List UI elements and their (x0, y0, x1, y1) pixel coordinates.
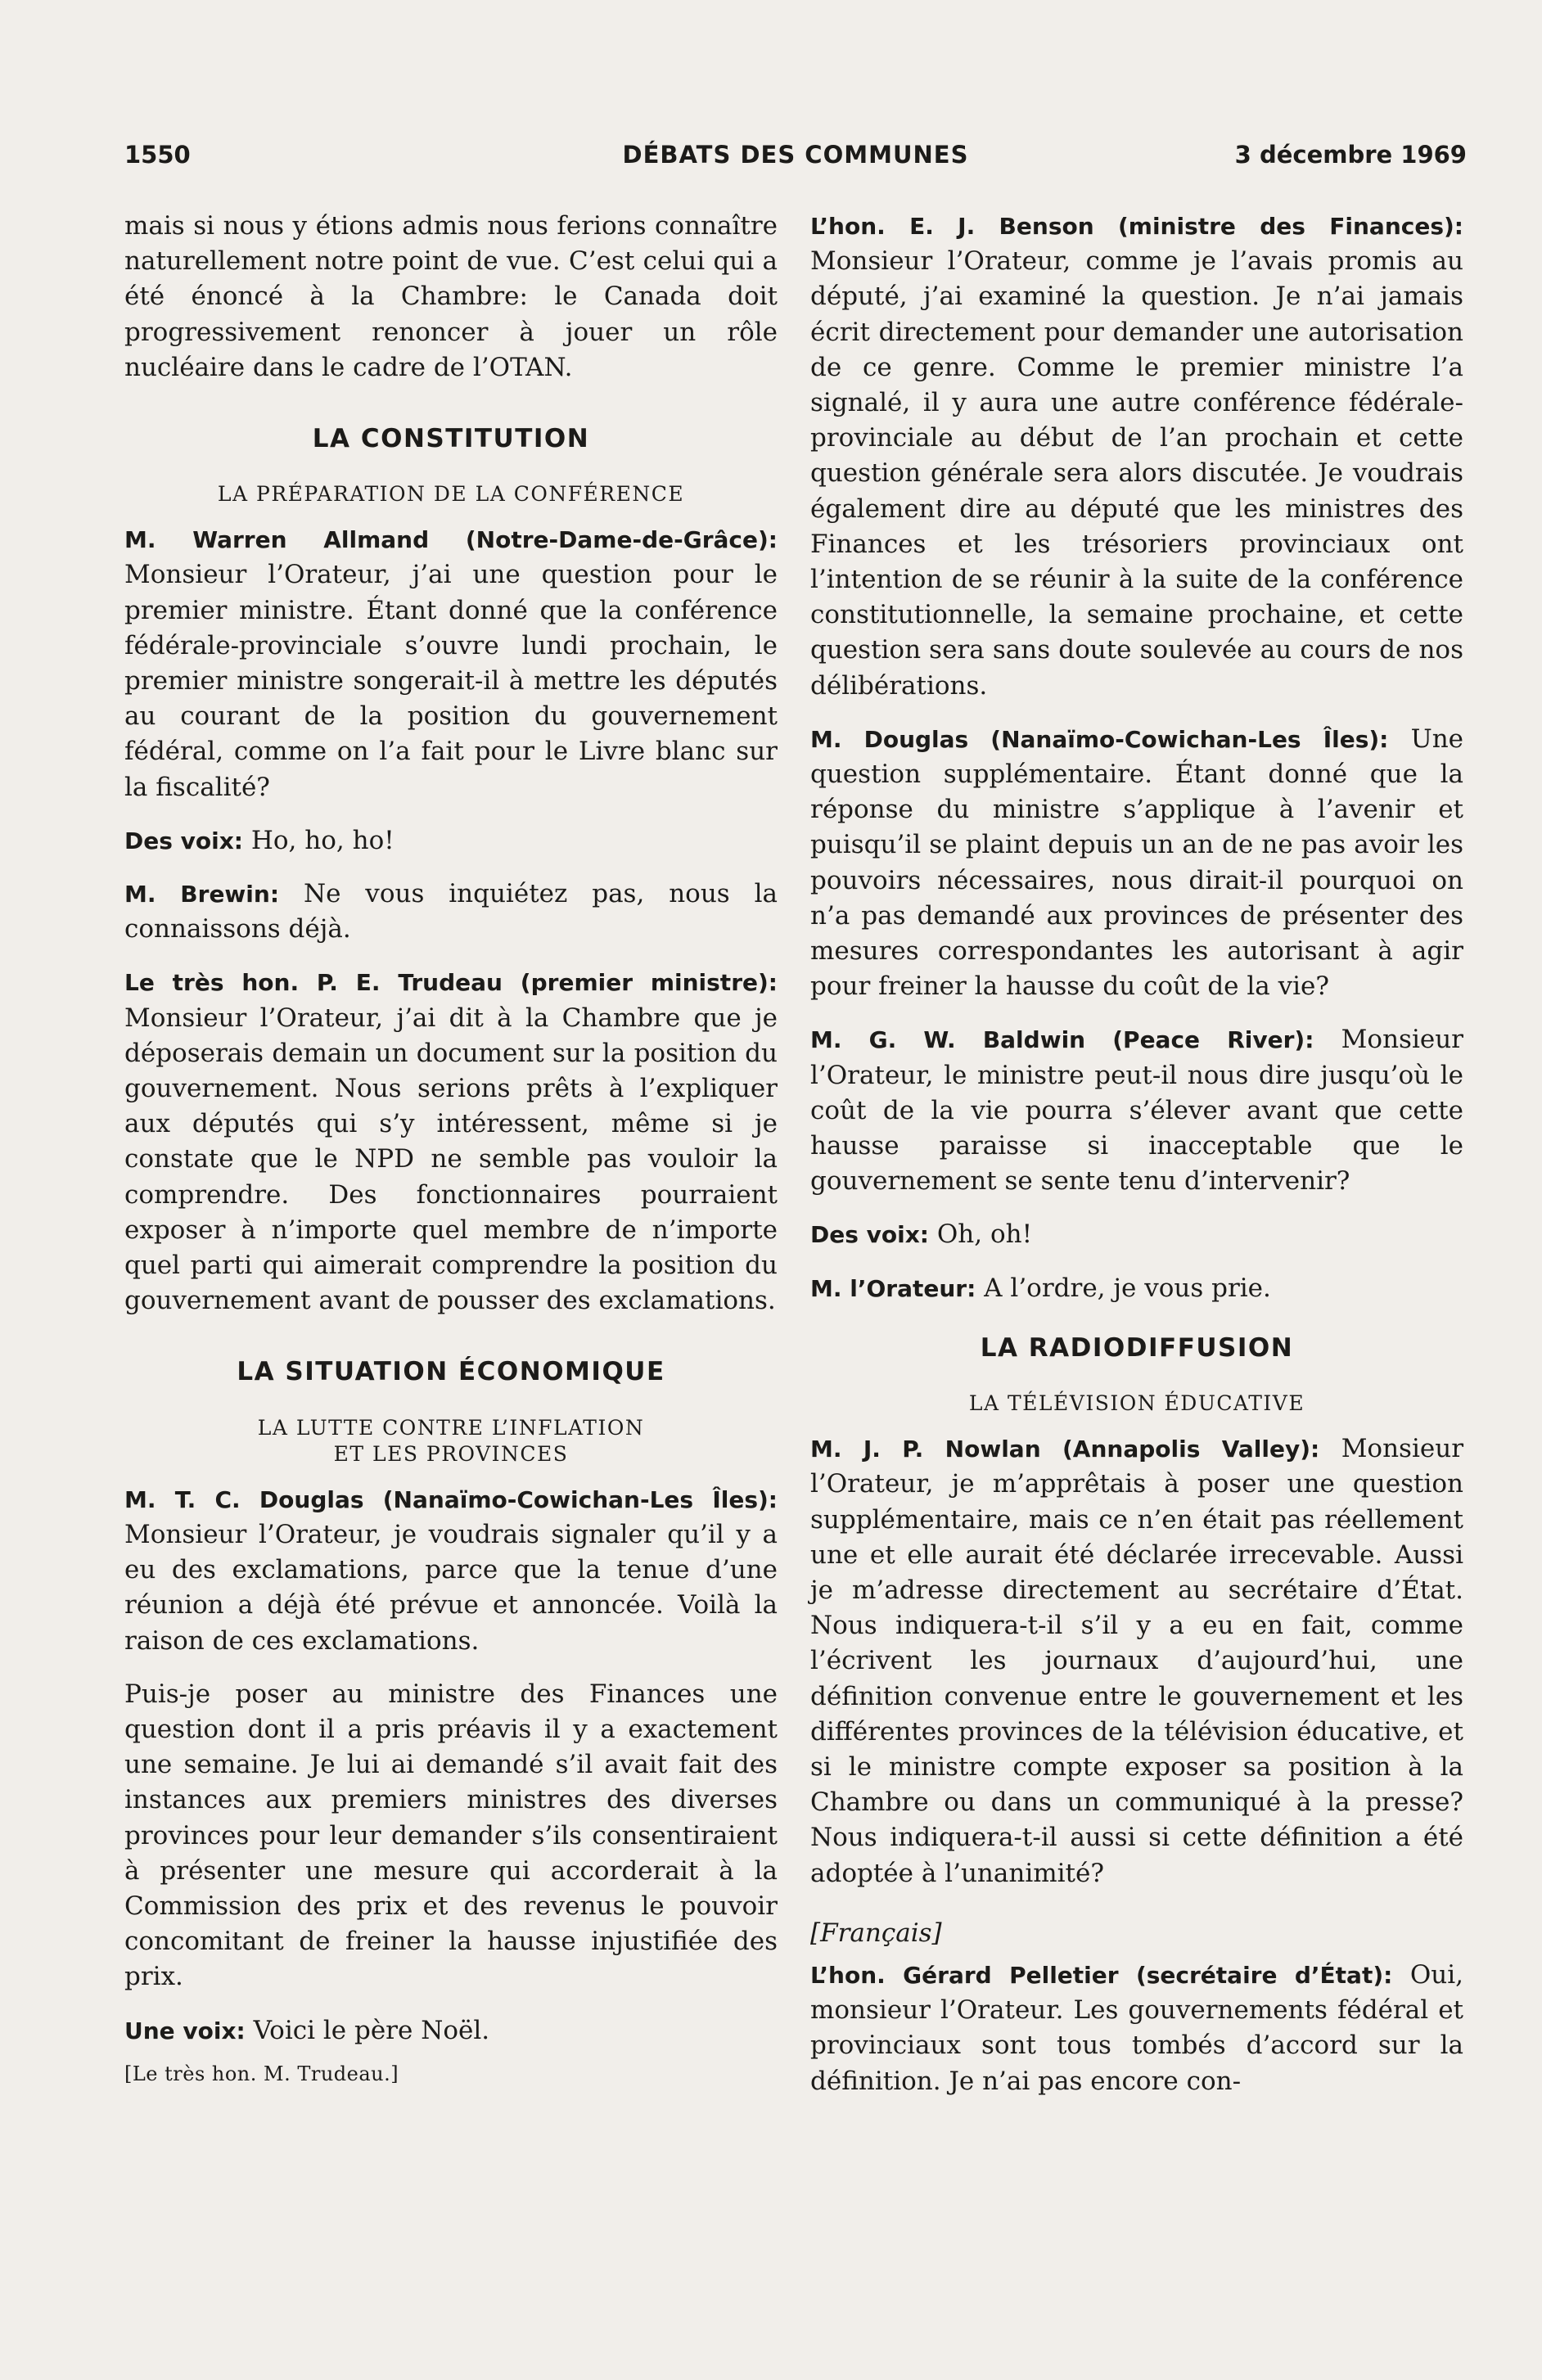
section-heading: LA CONSTITUTION (312, 424, 590, 454)
speaker-name: L’hon. E. J. Benson (ministre des Finances): (810, 213, 1463, 240)
speech (810, 1958, 1463, 2099)
speaker-name: M. l’Orateur: (810, 1274, 976, 1302)
speech (810, 1022, 1463, 1199)
speaker-name: M. Warren Allmand (Notre-Dame-de-Grâce): (124, 526, 778, 554)
publication-title: DÉBATS DES COMMUNES (622, 141, 969, 169)
speaker-name: M. Brewin: (124, 881, 280, 908)
subsection-heading: LA TÉLÉVISION ÉDUCATIVE (968, 1391, 1305, 1416)
speech-text: Une question supplémentaire. Étant donné que la réponse du ministre s’applique à l’avenir et puisqu’il se plaint depuis un an de ne pas avoir les pouvoirs nécessaires, nous dirait-il pourquoi on n’a pas demandé aux provinces de présenter des mesures correspondantes les autorisant à agir pour freiner la hausse du coût de la vie? (810, 723, 1463, 1002)
speech (810, 1431, 1463, 1891)
speech-text: Voici le père Noël. (253, 2015, 490, 2045)
speech (810, 1271, 1463, 1306)
speech (810, 722, 1463, 1005)
left-column (124, 209, 778, 2092)
speech-text: Monsieur l’Orateur, le ministre peut-il nous dire jusqu’où le coût de la vie pourra s’élever avant que cette hausse paraisse si inacceptable que le gouvernement se sente tenu d’intervenir? (810, 1025, 1463, 1197)
speaker-name: M. J. P. Nowlan (Annapolis Valley): (810, 1436, 1320, 1463)
speech-text: Monsieur l’Orateur, comme je l’avais promis au député, j’ai examiné la question. Je n’ai jamais écrit directement pour demander une autorisation de ce genre. Comme le premier ministre l’a signalé, il y aura une autre conférence fédérale-provinciale au début de l’an prochain et cette question générale sera alors discutée. Je voudrais également dire au député que les ministres des Finances et les trésoriers provinciaux ont l’intention de se réunir à la suite de la conférence constitutionnelle, la semaine prochaine, et cette question sera sans doute soulevée au cours de nos délibérations. (810, 246, 1463, 701)
speech-text: Monsieur l’Orateur, je m’apprêtais à poser une question supplémentaire, mais ce n’en était pas réellement une et elle aurait été déclarée irrecevable. Aussi je m’adresse directement au secrétaire d’État. Nous indiquera-t-il s’il y a eu en fait, comme l’écrivent les journaux d’aujourd’hui, une définition convenue entre le gouvernement et les différentes provinces de la télévision éducative, et si le ministre compte exposer sa position à la Chambre ou dans un communiqué à la presse? Nous indiquera-t-il aussi si cette définition a été adoptée à l’unanimité? (810, 1434, 1464, 1888)
language-marker: [Français] (810, 1918, 942, 1948)
speaker-name: Une voix: (124, 2017, 246, 2044)
subsection-heading: LA PRÉPARATION DE LA CONFÉRENCE (217, 482, 685, 507)
speech-text: Monsieur l’Orateur, j’ai dit à la Chambre que je déposerais demain un document sur la position du gouvernement. Nous serions prêts à l’expliquer aux députés qui s’y intéressent, même si je constate que le NPD ne semble pas vouloir la comprendre. Des fonctionnaires pourraient exposer à n’importe quel membre de n’importe quel parti qui aimerait comprendre la position du gouvernement avant de pousser des exclamations. (124, 1003, 778, 1316)
speech-text: Oh, oh! (936, 1219, 1033, 1250)
speech-text: Oui, monsieur l’Orateur. Les gouvernements fédéral et provinciaux sont tous tombés d’accord sur la définition. Je n’ai pas encore con- (810, 1959, 1463, 2096)
speaker-name: M. T. C. Douglas (Nanaïmo-Cowichan-Les Îles): (124, 1485, 778, 1513)
speaker-name: Le très hon. P. E. Trudeau (premier ministre): (124, 969, 778, 997)
publication-date: 3 décembre 1969 (1234, 141, 1467, 169)
speech (124, 2013, 778, 2049)
speech-text: A l’ordre, je vous prie. (984, 1273, 1271, 1303)
subsection-heading: LA LUTTE CONTRE L’INFLATION ET LES PROVINCES (257, 1415, 645, 1466)
speech-text: Ho, ho, ho! (250, 825, 395, 855)
paragraph: mais si nous y étions admis nous ferions connaître naturellement notre point de vue. C’est celui qui a été énoncé à la Chambre: le Canada doit progressivement renoncer à jouer un rôle nucléaire dans le cadre de l’OTAN. (124, 211, 778, 382)
speaker-name: Des voix: (124, 827, 243, 854)
speech (124, 877, 778, 947)
page-number: 1550 (124, 141, 191, 169)
section-heading: LA RADIODIFFUSION (980, 1332, 1294, 1363)
speech (810, 209, 1463, 704)
paragraph: Puis-je poser au ministre des Finances une question dont il a pris préavis il y a exactement une semaine. Je lui ai demandé s’il avait fait des instances aux premiers ministres des diverses provinces pour leur demander s’ils consentiraient à présenter une mesure qui accorderait à la Commission des prix et des revenus le pouvoir concomitant de freiner la hausse injustifiée des prix. (124, 1679, 778, 1992)
speech (810, 1217, 1463, 1252)
speaker-name: M. Douglas (Nanaïmo-Cowichan-Les Îles): (810, 725, 1389, 753)
right-column (810, 209, 1463, 2117)
speech (124, 823, 778, 859)
speaker-name: L’hon. Gérard Pelletier (secrétaire d’État): (810, 1961, 1393, 1989)
speaker-name: Des voix: (810, 1221, 929, 1249)
speech (124, 522, 778, 805)
speech-text: Monsieur l’Orateur, j’ai une question pour le premier ministre. Étant donné que la conférence fédérale-provinciale s’ouvre lundi prochain, le premier ministre songerait-il à mettre les députés au courant de la position du gouvernement fédéral, comme on l’a fait pour le Livre blanc sur la fiscalité? (124, 560, 778, 802)
speaker-name: M. G. W. Baldwin (Peace River): (810, 1026, 1314, 1054)
speech (124, 1482, 778, 1659)
section-heading: LA SITUATION ÉCONOMIQUE (237, 1357, 665, 1387)
speech-text: Monsieur l’Orateur, je voudrais signaler qu’il y a eu des exclamations, parce que la tenue d’une réunion a déjà été prévue et annoncée. Voilà la raison de ces exclamations. (124, 1519, 778, 1656)
speech-text: Ne vous inquiétez pas, nous la connaissons déjà. (124, 879, 778, 944)
speech (124, 965, 778, 1318)
speaker-note: [Le très hon. M. Trudeau.] (124, 2062, 399, 2085)
page-header (124, 141, 1467, 177)
